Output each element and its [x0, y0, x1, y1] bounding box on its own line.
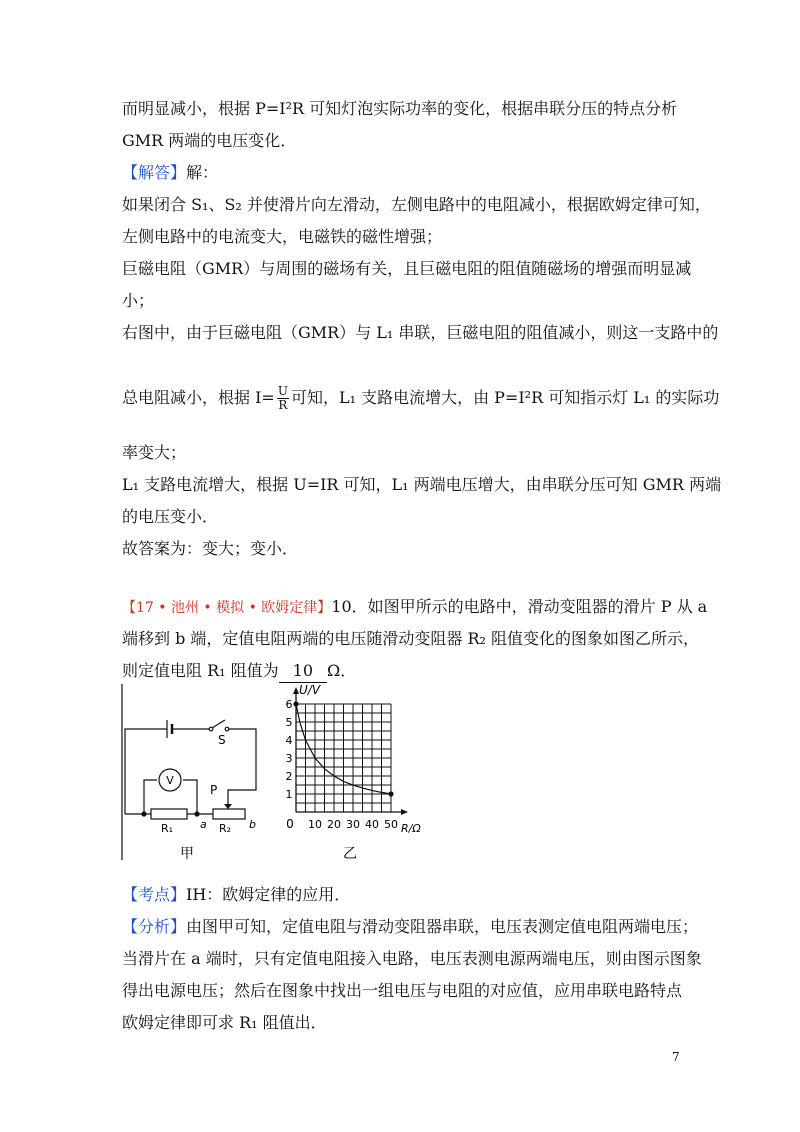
x-tick-label: 50 — [384, 818, 398, 831]
data-point — [388, 791, 393, 796]
switch-lever — [212, 720, 225, 728]
fenxi-text: 由图甲可知，定值电阻与滑动变阻器串联，电压表测定值电阻两端电压； — [186, 917, 699, 936]
x-axis-arrow — [401, 809, 408, 815]
u-r-chart — [275, 682, 435, 864]
text-line: 当滑片在 a 端时，只有定值电阻接入电路，电压表测电源两端电压，则由图示图象 — [122, 949, 702, 968]
fraction-denominator: R — [278, 398, 288, 412]
fenxi-line — [122, 916, 698, 938]
b-label: b — [249, 818, 256, 831]
question-text: 10．如图甲所示的电路中，滑动变阻器的滑片 P 从 a — [331, 597, 708, 616]
formula-pre: 总电阻减小，根据 I= — [122, 388, 275, 407]
r2-label: R₂ — [219, 822, 232, 835]
switch-contact-right — [225, 727, 229, 731]
y-tick-label: 5 — [285, 716, 293, 729]
fenxi-tag: 【分析】 — [122, 917, 187, 936]
circuit-diagram — [115, 682, 275, 864]
question-source-tag: 【17 • 池州 • 模拟 • 欧姆定律】 — [122, 600, 332, 616]
kaodian-line — [122, 884, 350, 906]
answer-blank: 10 — [279, 660, 327, 683]
r1-label: R₁ — [161, 822, 174, 835]
x-tick-label: 30 — [346, 818, 360, 831]
wire-right — [228, 729, 256, 800]
question-text: 则定值电阻 R₁ 阻值为 — [122, 661, 279, 680]
junction-dot — [194, 811, 199, 816]
y-tick-label: 3 — [285, 752, 293, 765]
question-10-line-2: 端移到 b 端，定值电阻两端的电压随滑动变阻器 R₂ 阻值变化的图象如图乙所示， — [122, 629, 700, 648]
origin-label: 0 — [286, 817, 294, 831]
circuit-caption: 甲 — [180, 846, 194, 862]
text-line: 故答案为：变大；变小． — [122, 539, 299, 558]
answer-intro: 解： — [186, 163, 219, 182]
kaodian-tag: 【考点】 — [122, 885, 187, 904]
resistor-r2 — [213, 809, 245, 819]
answer-tag: 【解答】 — [122, 163, 187, 182]
data-point — [293, 701, 298, 706]
x-tick-label: 40 — [365, 818, 379, 831]
text-line: 右图中，由于巨磁电阻（GMR）与 L₁ 串联，巨磁电阻的阻值减小，则这一支路中的 — [122, 323, 719, 342]
text-line: 巨磁电阻（GMR）与周围的磁场有关，且巨磁电阻的阻值随磁场的增强而明显减 — [122, 259, 692, 278]
text-line: 如果闭合 S₁、S₂ 并使滑片向左滑动，左侧电路中的电阻减小，根据欧姆定律可知， — [122, 195, 711, 214]
kaodian-text: IH：欧姆定律的应用． — [186, 885, 351, 904]
question-text: Ω． — [327, 661, 357, 680]
x-tick-label: 20 — [327, 818, 341, 831]
answer-heading — [122, 162, 218, 184]
y-tick-label: 4 — [285, 734, 293, 747]
fraction-numerator: U — [277, 384, 288, 398]
y-tick-label: 6 — [285, 698, 293, 711]
text-line: 的电压变小． — [122, 507, 219, 526]
text-line: 小； — [122, 291, 155, 310]
question-10-line-3 — [122, 660, 356, 683]
text-line: 得出电源电压；然后在图象中找出一组电压与电阻的对应值，应用串联电路特点 — [122, 981, 683, 1000]
y-tick-label: 2 — [285, 770, 293, 783]
text-line: 率变大； — [122, 443, 187, 462]
text-line: GMR 两端的电压变化． — [122, 131, 297, 150]
switch-label: S — [218, 733, 226, 747]
text-line: L₁ 支路电流增大，根据 U=IR 可知，L₁ 两端电压增大，由串联分压可知 GMR 两端 — [122, 475, 722, 494]
text-line: 左侧电路中的电流变大，电磁铁的磁性增强； — [122, 227, 443, 246]
y-tick-label: 1 — [285, 788, 293, 801]
question-10-line-1 — [122, 596, 707, 619]
resistor-r1 — [151, 809, 187, 819]
wire-left — [125, 729, 167, 814]
page-number: 7 — [672, 1050, 680, 1064]
formula-post: 可知，L₁ 支路电流增大，由 P=I²R 可知指示灯 L₁ 的实际功 — [290, 388, 720, 407]
slider-label: P — [210, 783, 218, 797]
x-tick-label: 10 — [308, 818, 322, 831]
text-line: 而明显减小，根据 P=I²R 可知灯泡实际功率的变化，根据串联分压的特点分析 — [122, 99, 678, 118]
fraction — [277, 385, 289, 412]
junction-dot — [141, 811, 146, 816]
formula-line — [122, 385, 719, 412]
chart-grid — [296, 704, 391, 812]
text-line: 欧姆定律即可求 R₁ 阻值出． — [122, 1013, 327, 1032]
a-label: a — [200, 818, 207, 831]
y-axis-label: U/V — [299, 683, 321, 697]
x-axis-label: R/Ω — [401, 822, 421, 835]
slider-arrow — [224, 804, 232, 809]
voltmeter-label: V — [166, 774, 174, 787]
chart-caption: 乙 — [343, 846, 357, 862]
